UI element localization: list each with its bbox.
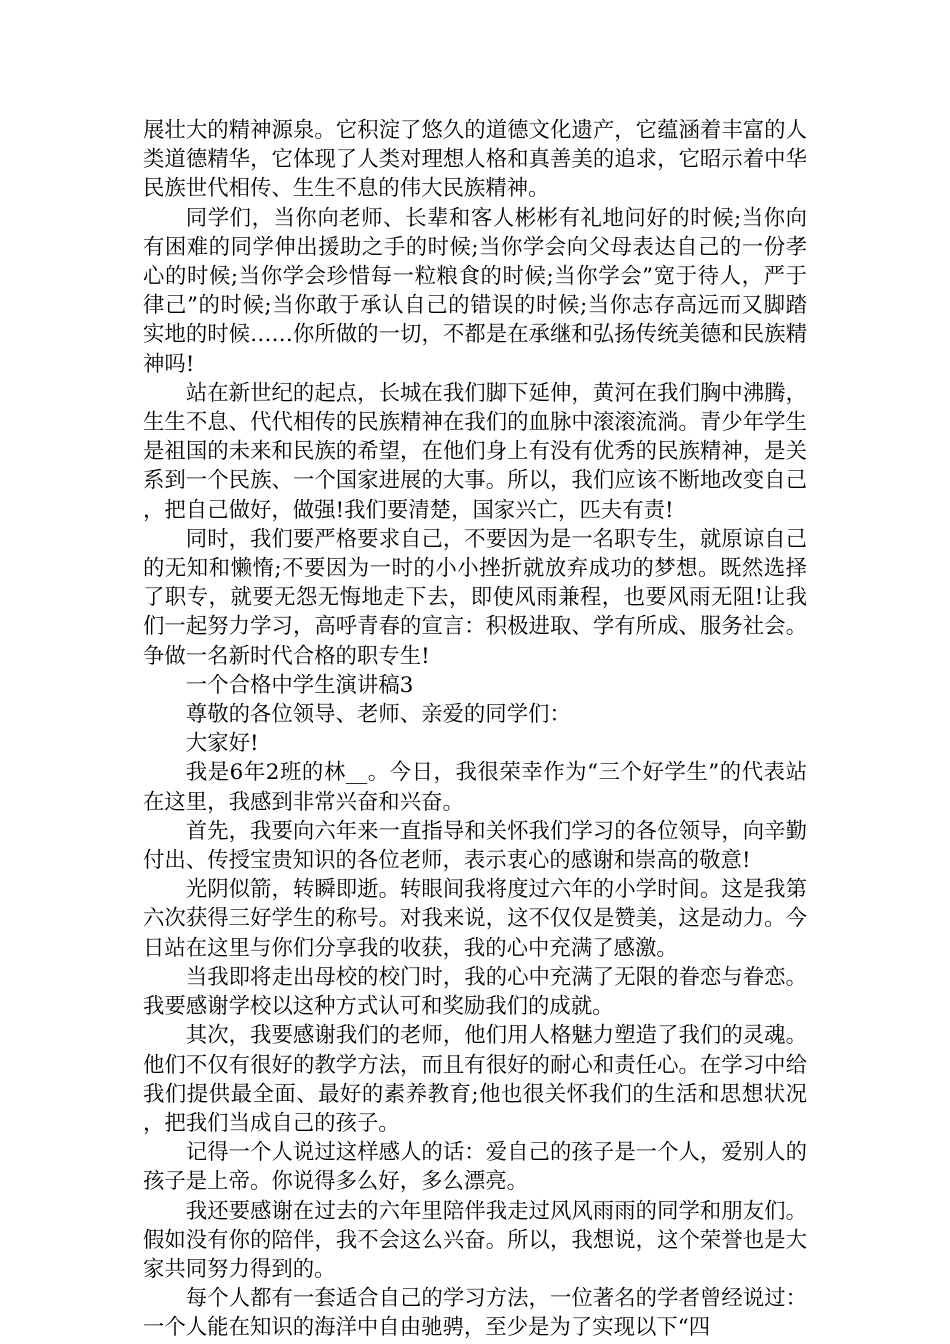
paragraph: 光阴似箭，转瞬即逝。转眼间我将度过六年的小学时间。这是我第六次获得三好学生的称号。对我来说，这不仅仅是赞美，这是动力。今日站在这里与你们分享我的收获，我的心中充满了感激。 [143, 877, 807, 961]
paragraph: 我是6年2班的林__。今日，我很荣幸作为“三个好学生”的代表站在这里，我感到非常兴奋和兴奋。 [143, 760, 807, 815]
paragraph: 记得一个人说过这样感人的话：爱自己的孩子是一个人，爱别人的孩子是上帝。你说得多么好，多么漂亮。 [143, 1140, 807, 1195]
paragraph: 同时，我们要严格要求自己，不要因为是一名职专生，就原谅自己的无知和懒惰;不要因为一时的小小挫折就放弃成功的梦想。既然选择了职专，就要无怨无悔地走下去，即使风雨兼程，也要风雨无阻!让我们一起努力学习，高呼青春的宣言：积极进取、学有所成、服务社会。争做一名新时代合格的职专生! [143, 526, 807, 669]
paragraph: 每个人都有一套适合自己的学习方法，一位著名的学者曾经说过：一个人能在知识的海洋中自由驰骋，至少是为了实现以下“四 [143, 1286, 807, 1341]
salutation: 尊敬的各位领导、老师、亲爱的同学们： [185, 702, 571, 728]
document-body [143, 116, 807, 1343]
paragraph: 当我即将走出母校的校门时，我的心中充满了无限的眷恋与眷恋。我要感谢学校以这种方式认可和奖励我们的成就。 [143, 964, 807, 1020]
paragraph: 我还要感谢在过去的六年里陪伴我走过风风雨雨的同学和朋友们。假如没有你的陪伴，我不会这么兴奋。所以，我想说，这个荣誉也是大家共同努力得到的。 [143, 1198, 807, 1282]
paragraph: 同学们，当你向老师、长辈和客人彬彬有礼地问好的时候;当你向有困难的同学伸出援助之手的时候;当你学会向父母表达自己的一份孝心的时候;当你学会珍惜每一粒粮食的时候;当你学会”宽于待人，严于律己”的时候;当你敢于承认自己的错误的时候;当你志存高远而又脚踏实地的时候……你所做的一切，不都是在承继和弘扬传统美德和民族精神吗! [143, 205, 807, 377]
paragraph: 展壮大的精神源泉。它积淀了悠久的道德文化遗产，它蕴涵着丰富的人类道德精华，它体现了人类对理想人格和真善美的追求，它昭示着中华民族世代相传、生生不息的伟大民族精神。 [143, 118, 807, 202]
section-title: 一个合格中学生演讲稿3 [185, 672, 414, 698]
greeting: 大家好! [185, 731, 259, 757]
paragraph: 首先，我要向六年来一直指导和关怀我们学习的各位领导，向辛勤付出、传授宝贵知识的各位老师，表示衷心的感谢和崇高的敬意! [143, 818, 807, 874]
paragraph: 其次，我要感谢我们的老师，他们用人格魅力塑造了我们的灵魂。他们不仅有很好的教学方法，而且有很好的耐心和责任心。在学习中给我们提供最全面、最好的素养教育;他也很关怀我们的生活和思想状况，把我们当成自己的孩子。 [143, 1023, 807, 1136]
paragraph: 站在新世纪的起点，长城在我们脚下延伸，黄河在我们胸中沸腾，生生不息、代代相传的民族精神在我们的血脉中滚滚流淌。青少年学生是祖国的未来和民族的希望，在他们身上有没有优秀的民族精神，是关系到一个民族、一个国家进展的大事。所以，我们应该不断地改变自己，把自己做好，做强!我们要清楚，国家兴亡，匹夫有责! [143, 380, 807, 523]
